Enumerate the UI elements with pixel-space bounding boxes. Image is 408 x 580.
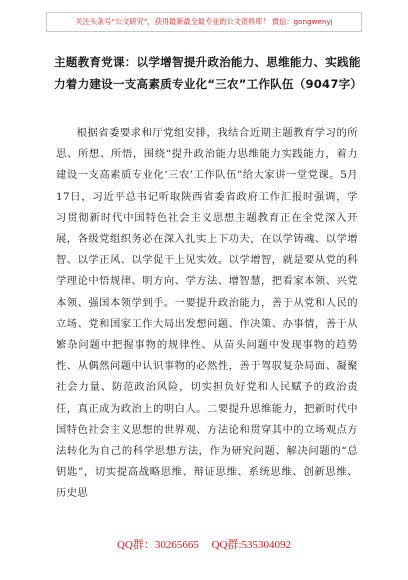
footer-qq-group-2: QQ群:535304092 bbox=[211, 539, 292, 551]
document-title: 主题教育党课：以学增智提升政治能力、思维能力、实践能力着力建设一支高素质专业化“三农”工作队伍（9047字） bbox=[54, 55, 363, 91]
body-paragraph: 根据省委要求和厅党组安排，我结合近期主题教育学习的所思、所想、所悟，围绕“提升政治能力思维能力实践能力，着力建设一支高素质专业化‘三农’工作队伍”给大家讲一堂党课。5月17日，习近平总书记听取陕西省委省政府工作汇报时强调，学习贯彻新时代中国特色社会主义思想主题教育正在全党深入开展，各级党组织务必在深入扎实上下功夫，在以学铸魂、以学增智、以学正风、以学促干上见实效。以学增智，就是要从党的科学理论中悟规律、明方向、学方法、增智慧，把看家本领、兴党本领、强国本领学到手。一要提升政治能力，善于从党和人民的立场、党和国家工作大局出发想问题、作决策、办事情，善于从繁杂问题中把握事物的规律性、从苗头问题中发现事物的趋势性、从偶然问题中认识事物的必然性，善于驾驭复杂局面、凝聚社会力量、防范政治风险，切实担负好党和人民赋予的政治责任，真正成为政治上的明白人。二要提升思维能力，把新时代中国特色社会主义思想的世界观、方法论和贯穿其中的立场观点方法转化为自己的科学思想方法，作为研究问题、解决问题的“总钥匙”，切实提高战略思维、辩证思维、系统思维、创新思维、历史思 bbox=[56, 127, 358, 500]
footer-qq-group-1: QQ群：30265665 bbox=[116, 539, 199, 551]
promo-banner-text: 关注头条号“公文研究”，获得最新最全最专业的公文资料库！ 微信：gongwenyj bbox=[75, 17, 333, 26]
promo-banner bbox=[46, 12, 362, 32]
footer-contact bbox=[0, 536, 408, 554]
